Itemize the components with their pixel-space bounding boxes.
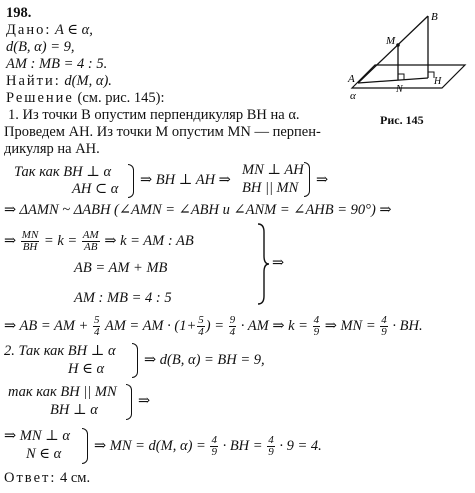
find-line: [6, 73, 112, 89]
step2: 2. Так как BH ⊥ α: [4, 343, 116, 359]
ab-line-f: · BH.: [392, 318, 423, 334]
given-2: d(B, α) = 9,: [6, 39, 75, 55]
impl1-end: ⇒: [316, 172, 329, 188]
eq-k: = k =: [43, 233, 78, 249]
frac-9: 9: [229, 314, 236, 327]
ab-line-a: ⇒ AB = AM +: [4, 318, 89, 334]
frac-5-4: [93, 315, 101, 338]
frac-bh: BH: [22, 241, 38, 254]
given-1: A ∈ α,: [55, 22, 93, 38]
frac-4-9-b: [380, 315, 388, 338]
final-a: ⇒ MN = d(M, α) =: [94, 438, 206, 454]
right-angle-n: [398, 74, 404, 80]
h-in-alpha: H ∈ α: [68, 361, 105, 377]
ab-paren-open: (1+: [174, 318, 197, 334]
frac-9d: 9: [211, 446, 217, 459]
ratio-prefix: ⇒: [4, 233, 17, 249]
frac-9b: 9: [313, 326, 320, 339]
label-n: N: [396, 84, 403, 95]
given-line-1: [6, 22, 93, 38]
step1-line1: 1. Из точки B опустим перпендикуляр BH на α.: [8, 107, 300, 123]
segment-ab: [358, 16, 428, 83]
frac-ab: AB: [84, 241, 98, 254]
step1-line2: Проведем AH. Из точки M опустим MN — перпен-: [4, 124, 321, 140]
ab-line-c: =: [214, 318, 225, 334]
brace-since1: [128, 164, 134, 198]
find-label: Найти:: [6, 73, 61, 89]
mn-perp-alpha: ⇒ MN ⊥ α: [4, 428, 71, 444]
ab-line-d: · AM ⇒ k =: [240, 318, 308, 334]
impl2: ⇒: [138, 393, 151, 409]
find-expr: d(M, α).: [64, 73, 112, 89]
frac-9-4: [229, 315, 237, 338]
label-m: M: [386, 35, 396, 47]
similar-line: ⇒ ΔAMN ~ ΔABH (∠AMN = ∠ABH и ∠ANM = ∠AHB = 90°) ⇒: [4, 202, 392, 218]
label-b: B: [431, 11, 438, 23]
answer-value: 4 см.: [60, 470, 91, 486]
bh-perp: BH ⊥ α: [50, 402, 98, 418]
mn-perp-ah: MN ⊥ AH: [242, 162, 304, 178]
frac-4c: 4: [229, 326, 236, 339]
frac-5b: 5: [198, 314, 204, 327]
figure-caption: Рис. 145: [380, 113, 424, 127]
n-in-alpha: N ∈ α: [26, 446, 62, 462]
brace-step2: [132, 343, 138, 378]
ab-line-e: ⇒ MN =: [324, 318, 376, 334]
frac-9e: 9: [268, 446, 274, 459]
frac-mn: MN: [21, 229, 39, 242]
given-3: AM : MB = 4 : 5.: [6, 56, 108, 72]
solution-label: Решение: [6, 90, 74, 106]
frac-4-9: [313, 315, 321, 338]
final-b: · BH =: [222, 438, 263, 454]
impl1: ⇒ BH ⊥ AH ⇒: [140, 172, 231, 188]
given-label: Дано:: [6, 22, 52, 38]
final-c: · 9 = 4.: [279, 438, 322, 454]
frac-4f: 4: [211, 434, 217, 447]
ab-paren-close: ): [205, 318, 211, 334]
ratio-line: [4, 228, 194, 254]
frac-am: AM: [82, 229, 99, 242]
frac-9c: 9: [381, 326, 387, 339]
figure-145: [330, 10, 470, 120]
label-alpha: α: [350, 90, 356, 102]
frac-5: 5: [93, 314, 100, 327]
brace-impl: ⇒: [272, 255, 285, 271]
segment-ah: [358, 78, 428, 83]
answer-line: [4, 470, 90, 486]
frac-am-ab: [82, 230, 100, 253]
frac-4e: 4: [381, 314, 387, 327]
ab-line-b: AM = AM ·: [104, 318, 171, 334]
since1-b: AH ⊂ α: [72, 181, 119, 197]
frac-4d: 4: [313, 314, 320, 327]
frac-4-9-c: [210, 435, 218, 458]
final-line: [94, 432, 322, 460]
solution-ref: (см. рис. 145):: [77, 90, 165, 106]
frac-4g: 4: [268, 434, 274, 447]
solution-line: [6, 90, 165, 106]
brace-final: [82, 428, 88, 464]
bh-par-mn: BH || MN: [242, 180, 299, 196]
label-a: A: [348, 73, 355, 85]
since2: так как BH || MN: [8, 384, 117, 400]
answer-label: Ответ:: [4, 470, 57, 486]
label-h: H: [434, 76, 442, 87]
ab-line: [4, 312, 423, 340]
plane-alpha: [352, 65, 465, 88]
brace-since2: [126, 384, 132, 420]
point-m: [396, 43, 400, 47]
dist-result: ⇒ d(B, α) = BH = 9,: [144, 352, 265, 368]
problem-number: 198.: [6, 5, 32, 21]
frac-4b: 4: [198, 326, 204, 339]
ratio-suffix: ⇒ k = AM : AB: [104, 233, 194, 249]
frac-5-4-b: [197, 315, 205, 338]
since1-a: Так как BH ⊥ α: [14, 164, 112, 180]
step1-line3: дикуляр на AH.: [4, 141, 100, 157]
frac-4: 4: [93, 326, 100, 339]
big-brace: [256, 222, 270, 306]
ab-sum: AB = AM + MB: [74, 260, 168, 276]
am-mb: AM : MB = 4 : 5: [74, 290, 172, 306]
brace-mn: [304, 162, 310, 197]
frac-mn-bh: [21, 230, 40, 253]
frac-4-9-d: [267, 435, 275, 458]
